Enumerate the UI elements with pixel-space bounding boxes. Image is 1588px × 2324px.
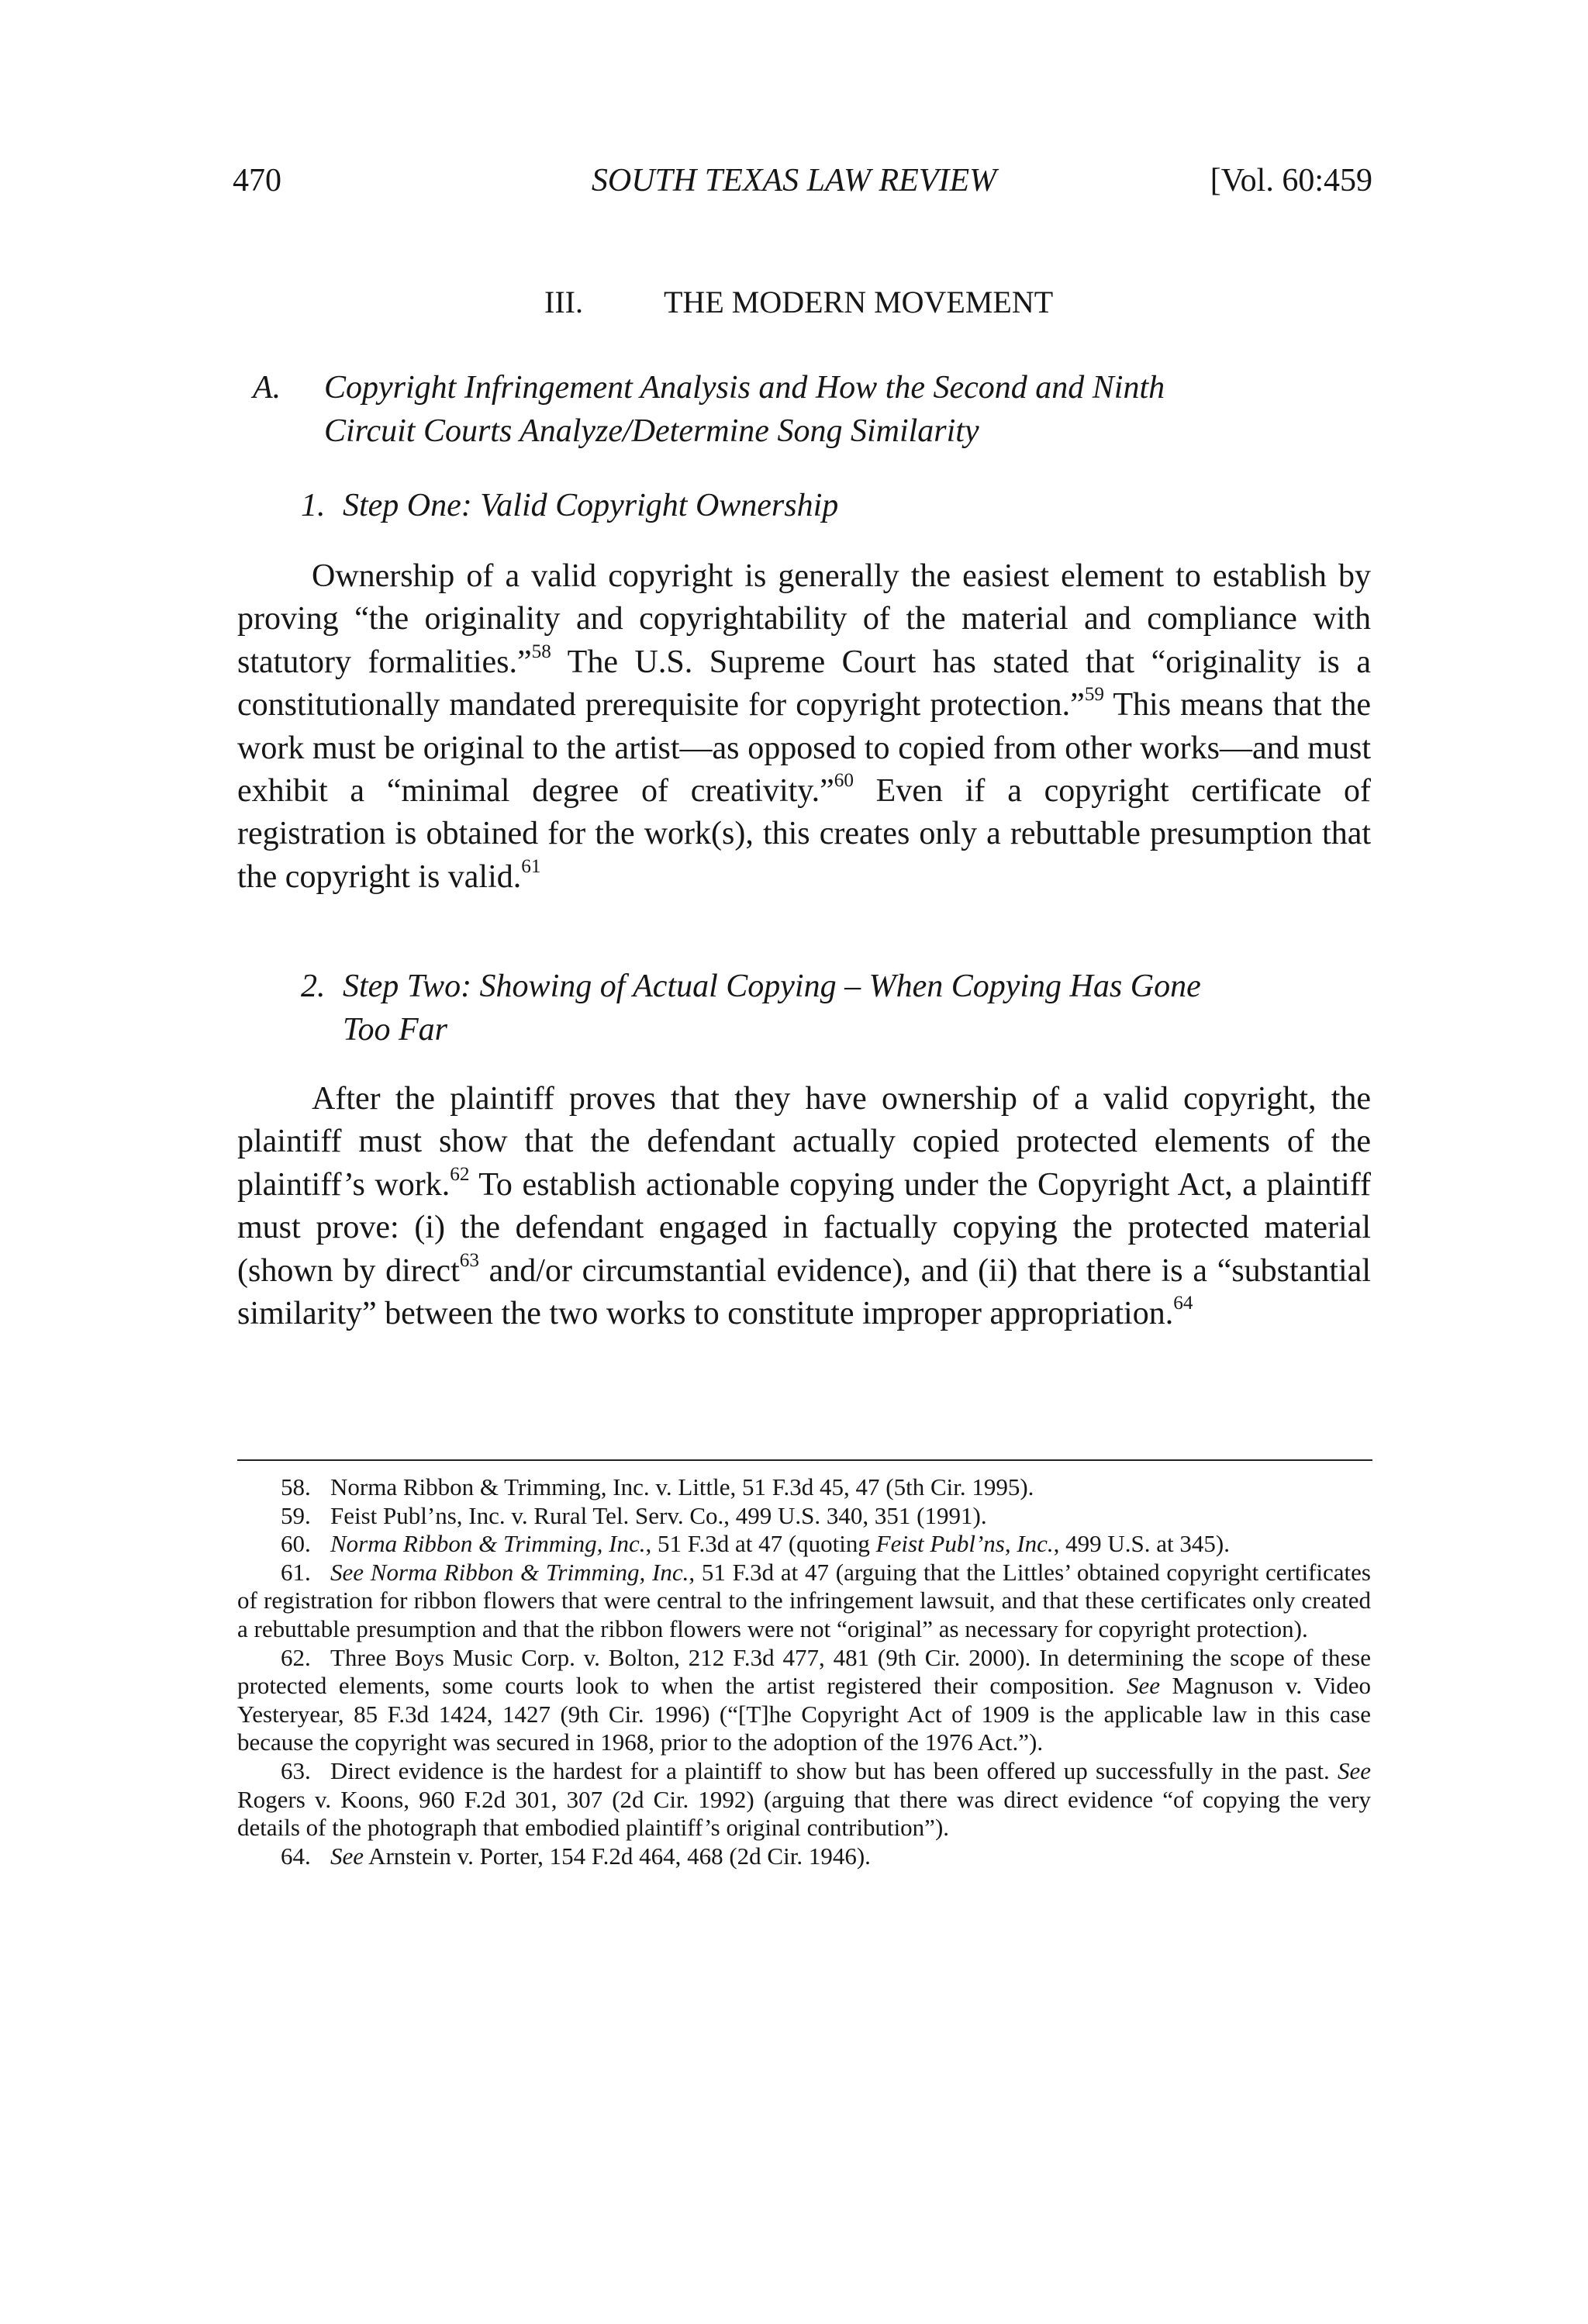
footnote-number: 62. xyxy=(281,1643,311,1671)
footnote-ref-62[interactable]: 62 xyxy=(450,1163,470,1185)
footnote-number: 59. xyxy=(281,1501,311,1529)
footnote-59 xyxy=(237,1502,1371,1531)
case-name: Feist Publ’ns, Inc. xyxy=(875,1530,1054,1558)
footnote-64 xyxy=(237,1842,1371,1871)
body-paragraph-1 xyxy=(237,555,1371,899)
footnote-60 xyxy=(237,1530,1371,1559)
footnote-text: , 51 F.3d at 47 (quoting xyxy=(645,1530,876,1558)
journal-title: SOUTH TEXAS LAW REVIEW xyxy=(591,163,997,199)
paragraph-text: To establish actionable copying under the Copyright Act, a plaintiff must prove: (i) the defendant engaged in factually copying the protected material (shown by direct xyxy=(237,1166,1371,1289)
case-name: Norma Ribbon & Trimming, Inc. xyxy=(330,1530,646,1558)
footnote-number: 58. xyxy=(281,1473,311,1500)
footnote-ref-63[interactable]: 63 xyxy=(459,1249,479,1271)
citation-signal: See xyxy=(330,1842,364,1870)
paragraph-text: Ownership of a valid copyright is generally the easiest element to establish by proving “the originality and copyrightability of the material and compliance with statutory formalities.” xyxy=(237,558,1371,680)
section-title-line-1: Copyright Infringement Analysis and How the Second and Ninth xyxy=(324,370,1165,406)
footnote-ref-61[interactable]: 61 xyxy=(521,855,541,877)
footnote-number: 61. xyxy=(281,1558,311,1586)
paragraph-text: Even if a copyright certificate of registration is obtained for the work(s), this creates only a rebuttable presumption that the copyright is valid. xyxy=(237,773,1371,895)
footnote-number: 60. xyxy=(281,1530,311,1558)
footnote-ref-58[interactable]: 58 xyxy=(531,641,551,662)
part-title: THE MODERN MOVEMENT xyxy=(664,285,1054,319)
section-title xyxy=(324,366,1441,453)
footnote-text: Feist Publ’ns, Inc. v. Rural Tel. Serv. Co., 499 U.S. 340, 351 (1991). xyxy=(330,1501,987,1529)
part-numeral: III. xyxy=(544,285,583,319)
paragraph-text: and/or circumstantial evidence), and (ii) that there is a “substantial similarity” between the two works to constitute improper appropriation. xyxy=(237,1252,1371,1332)
subsection-title xyxy=(343,965,1351,1051)
footnotes xyxy=(237,1473,1371,1870)
paragraph-text: After the plaintiff proves that they have ownership of a valid copyright, the plaintiff must show that the defendant actually copied protected elements of the plaintiff’s work. xyxy=(237,1081,1371,1203)
footnote-text: Three Boys Music Corp. v. Bolton, 212 F.3d 477, 481 (9th Cir. 2000). In determining the scope of these protected elements, some courts look to when the artist registered their composition. xyxy=(237,1643,1371,1700)
footnote-63 xyxy=(237,1757,1371,1842)
subsection-title-line-1: Step Two: Showing of Actual Copying – When Copying Has Gone xyxy=(343,969,1201,1004)
citation-signal: See Norma Ribbon & Trimming, Inc. xyxy=(330,1558,689,1586)
section-title-line-2: Circuit Courts Analyze/Determine Song Similarity xyxy=(324,413,979,449)
part-heading xyxy=(544,287,1053,318)
footnote-text: , 499 U.S. at 345). xyxy=(1053,1530,1230,1558)
footnote-ref-59[interactable]: 59 xyxy=(1084,684,1104,706)
subsection-title: Step One: Valid Copyright Ownership xyxy=(343,488,839,523)
footnote-ref-64[interactable]: 64 xyxy=(1173,1293,1193,1314)
footnote-58 xyxy=(237,1473,1371,1502)
subsection-number: 2. xyxy=(301,969,326,1004)
footnote-text: Norma Ribbon & Trimming, Inc. v. Little, 51 F.3d 45, 47 (5th Cir. 1995). xyxy=(330,1473,1034,1500)
footnote-text: Magnuson v. Video Yesteryear, 85 F.3d 1424, 1427 (9th Cir. 1996) (“[T]he Copyright Act of 1909 is the applicable law in this case because the copyright was secured in 1968, prior to the adoption of the 1976 Act.”). xyxy=(237,1672,1371,1756)
footnote-text: Rogers v. Koons, 960 F.2d 301, 307 (2d Cir. 1992) (arguing that there was direct evidence “of copying the very details of the photograph that embodied plaintiff’s original contribution”). xyxy=(237,1785,1371,1842)
citation-signal: See xyxy=(1126,1672,1160,1700)
subsection-title-line-2: Too Far xyxy=(343,1012,448,1048)
footnote-number: 63. xyxy=(281,1756,311,1784)
footnote-text: Direct evidence is the hardest for a plaintiff to show but has been offered up successfully in the past. xyxy=(330,1756,1338,1784)
footnote-text: Arnstein v. Porter, 154 F.2d 464, 468 (2d Cir. 1946). xyxy=(364,1842,871,1870)
body-paragraph-2 xyxy=(237,1078,1371,1335)
footnote-number: 64. xyxy=(281,1842,311,1870)
paragraph-text: This means that the work must be original to the artist—as opposed to copied from other works—and must exhibit a “minimal degree of creativity.” xyxy=(237,687,1371,810)
section-letter: A. xyxy=(253,370,281,406)
page-number: 470 xyxy=(233,163,281,199)
subsection-number: 1. xyxy=(301,488,326,523)
volume-citation: [Vol. 60:459 xyxy=(1210,163,1372,199)
footnote-text: , 51 F.3d at 47 (arguing that the Littles’ obtained copyright certificates of registration for ribbon flowers that were central to the infringement lawsuit, and that these certificates only created a rebuttable presumption and that the ribbon flowers were not “original” as necessary for copyright protection). xyxy=(237,1558,1371,1642)
paragraph-text: The U.S. Supreme Court has stated that “originality is a constitutionally mandated prerequisite for copyright protection.” xyxy=(237,644,1371,723)
footnote-62 xyxy=(237,1644,1371,1757)
footnote-61 xyxy=(237,1559,1371,1644)
footnote-divider xyxy=(237,1459,1372,1461)
footnote-ref-60[interactable]: 60 xyxy=(834,770,854,792)
citation-signal: See xyxy=(1337,1756,1371,1784)
